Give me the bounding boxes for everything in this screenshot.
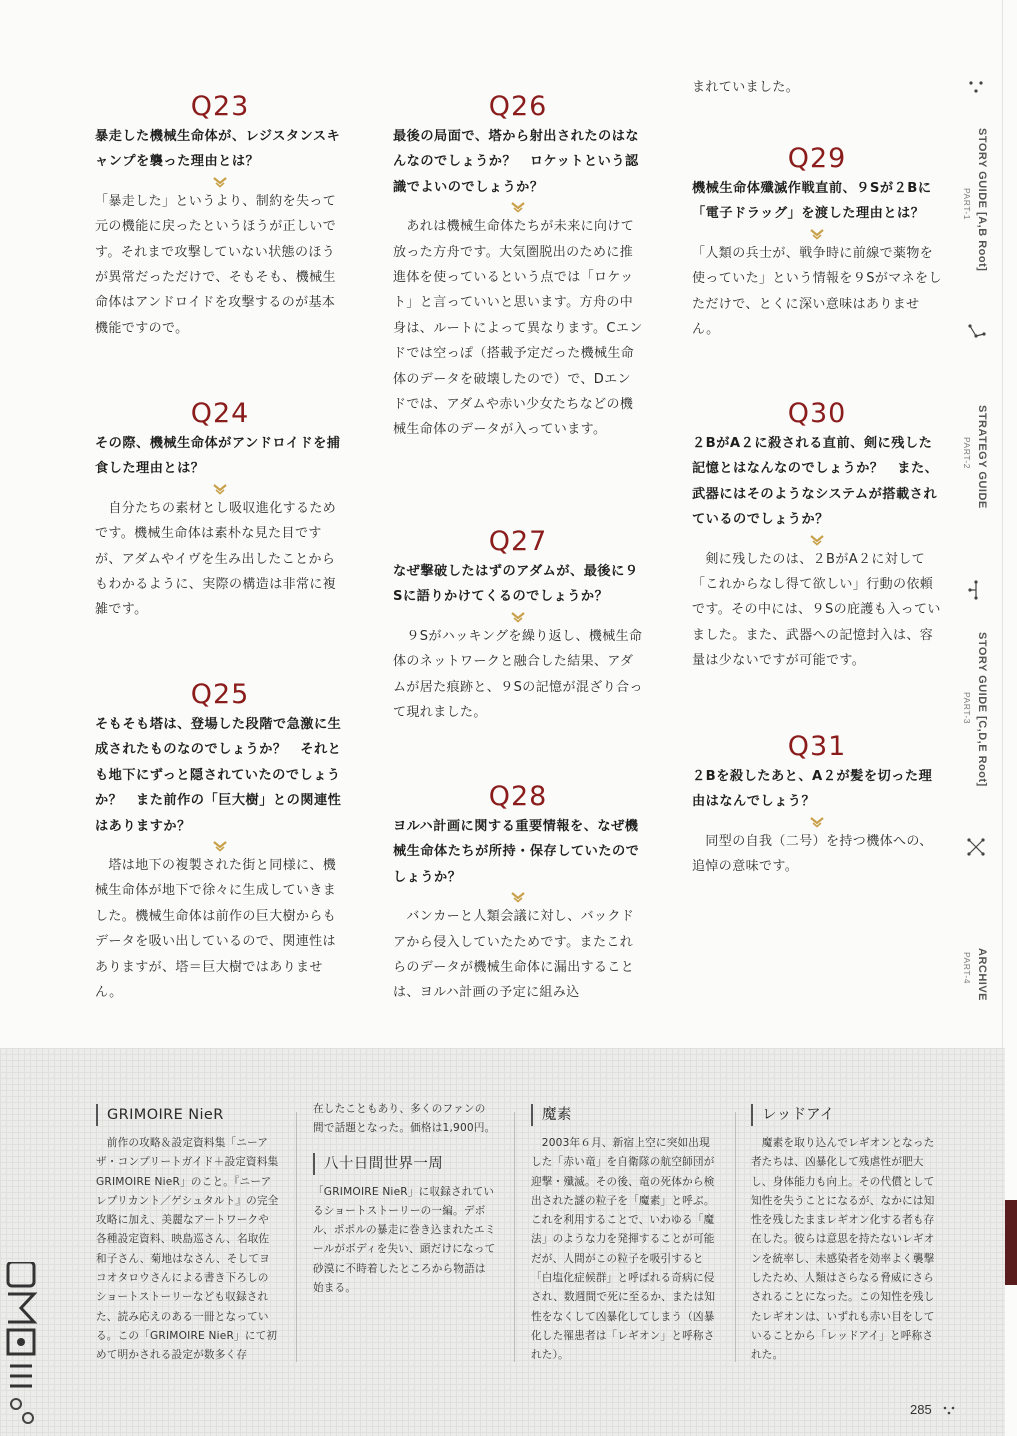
glossary-80-days	[313, 1100, 496, 1298]
tab-part: PART-3	[962, 692, 972, 724]
glossary-divider	[735, 1112, 736, 1362]
chevron-down-icon	[509, 610, 527, 624]
dots-icon	[942, 1404, 956, 1416]
watermark-logo	[2, 1262, 42, 1432]
node-glyph-icon	[964, 320, 988, 344]
page-number: 285	[910, 1402, 932, 1417]
question-number: Q29	[787, 143, 847, 174]
chevron-down-icon	[509, 890, 527, 904]
qa-q29	[692, 142, 942, 342]
tab-part: PART-2	[962, 437, 972, 469]
glossary-body: 前作の攻略＆設定資料集「ニーア ザ・コンプリートガイド＋設定資料集 GRIMOIRE NieR」のこと。『ニーア レプリカント／ゲシュタルト』の完全攻略に加え、美麗なアートワークや各種設定資料、映島巡さん、名取佐和子さん、菊地はなさん、そしてヨコオタロウさんによる書き下ろしのショートストーリーなども収録された、読み応えのある一冊となっている。この「GRIMOIRE NieR」にて初めて明かされる設定が数多く存	[96, 1137, 279, 1362]
tab-label: ARCHIVE	[976, 948, 988, 1002]
glossary-red-eye	[751, 1104, 941, 1366]
node-glyph-icon	[964, 578, 988, 602]
chevron-down-icon	[211, 175, 229, 189]
chevron-down-icon	[808, 533, 826, 547]
glossary-body-continued: 在したこともあり、多くのファンの間で話題となった。価格は1,900円。	[313, 1103, 496, 1135]
tab-label: STORY GUIDE [A,B Root]	[976, 128, 988, 272]
answer-text: ９Sがハッキングを繰り返し、機械生命体のネットワークと融合した結果、アダムが居た痕跡と、９Sの記憶が混ざり合って現れました。	[393, 628, 643, 721]
answer-text: バンカーと人類会議に対し、バックドアから侵入していたためです。またこれらのデータが機械生命体に漏出することは、ヨルハ計画の予定に組み込	[393, 909, 635, 1001]
tab-part: PART-4	[962, 952, 972, 984]
qa-q26	[393, 90, 643, 443]
answer-text: 自分たちの素材とし吸収進化するためです。機械生命体は素朴な見た目ですが、アダムやイヴを生み出したことからもわかるように、実際の構造は非常に複雑です。	[95, 500, 337, 618]
glossary-body: 「GRIMOIRE NieR」に収録されているショートストーリーの一編。デボル、ポポルの暴走に巻き込まれたエミールがボディを失い、頭だけになって砂漠に不時着したところから物語は始まる。	[313, 1185, 496, 1295]
question-text: ２Bを殺したあと、A２が髪を切った理由はなんでしょう？	[692, 769, 933, 810]
answer-text: 塔は地下の複製された街と同様に、機械生命体が地下で徐々に生成していきました。機械生命体は前作の巨大樹からもデータを吸い出しているので、関連性はありますが、塔＝巨大樹ではありません。	[95, 858, 337, 1001]
question-text: なぜ撃破したはずのアダムが、最後に９Sに語りかけてくるのでしょうか？	[393, 564, 639, 605]
qa-q24	[95, 397, 345, 623]
tab-archive[interactable]	[958, 948, 998, 1028]
qa-q23	[95, 90, 345, 341]
question-text: 暴走した機械生命体が、レジスタンスキャンプを襲った理由とは？	[95, 129, 341, 170]
chevron-down-icon	[211, 839, 229, 853]
question-number: Q24	[190, 398, 250, 429]
glossary-divider	[514, 1112, 515, 1362]
glossary-maso	[531, 1104, 717, 1366]
question-text: 機械生命体殲滅作戦直前、９Sが２Bに「電子ドラッグ」を渡した理由とは？	[692, 181, 932, 222]
question-number: Q30	[787, 398, 847, 429]
active-section-tab	[1003, 1200, 1017, 1285]
glossary-title: 八十日間世界一周	[313, 1153, 496, 1175]
glossary-title: GRIMOIRE NieR	[96, 1104, 279, 1126]
chevron-down-icon	[808, 227, 826, 241]
answer-text: 「人類の兵士が、戦争時に前線で薬物を使っていた」という情報を９Sがマネをしただけで、とくに深い意味はありません。	[692, 245, 942, 338]
qa-q31	[692, 730, 942, 880]
answer-text: 「暴走した」というより、制約を失って元の機能に戻ったというほうが正しいです。それまで攻撃していない状態のほうが異常だっただけで、そもそも、機械生命体はアンドロイドを攻撃するのが基本機能ですので。	[95, 193, 337, 336]
question-number: Q23	[190, 91, 250, 122]
question-text: そもそも塔は、登場した段階で急激に生成されたものなのでしょうか？ それとも地下にずっと隠されていたのでしょうか？ また前作の「巨大樹」との関連性はありますか？	[95, 717, 342, 834]
glossary-body: 2003年６月、新宿上空に突如出現した「赤い竜」を自衛隊の航空師団が迎撃・殲滅。その後、竜の死体から検出された謎の粒子を「魔素」と呼ぶ。これを利用することで、いわゆる「魔法」のような力を発揮することが可能だが、人間がこの粒子を吸引すると「白塩化症候群」と呼ばれる奇病に侵され、数週間で死に至るか、または知性をなくして凶暴化してしまう（凶暴化した罹患者は「レギオン」と呼称された）。	[531, 1137, 716, 1362]
tab-label: STORY GUIDE [C,D,E Root]	[976, 632, 988, 787]
tab-part: PART-1	[962, 188, 972, 220]
question-number: Q31	[787, 731, 847, 762]
tab-strategy-guide[interactable]	[958, 405, 998, 515]
glossary-body: 魔素を取り込んでレギオンとなった者たちは、凶暴化して残虐性が肥大し、身体能力も向上。その代償として知性を失うことになるが、なかには知性を残したままレギオン化する者も存在した。彼らは意思を持たないレギオンを統率し、未感染者を効率よく襲撃したため、人類はさらなる脅威にさらされることになった。この知性を残したレギオンは、いずれも赤い目をしていることから「レッドアイ」と呼称された。	[751, 1137, 935, 1362]
answer-text: 同型の自我（二号）を持つ機体への、追悼の意味です。	[692, 833, 933, 875]
chevron-down-icon	[808, 815, 826, 829]
tab-story-guide-cde[interactable]	[958, 632, 998, 832]
qa-q25	[95, 678, 345, 1005]
answer-text: あれは機械生命体たちが未来に向けて放った方舟です。大気圏脱出のために推進体を使っているという点では「ロケット」と言っていいと思います。方舟の中身は、ルートによって異なります。Cエンドでは空っぽ（搭載予定だった機械生命体のデータを破壊したので）で、Dエンドでは、アダムや赤い少女たちなどの機械生命体のデータが入っています。	[393, 219, 643, 438]
chevron-down-icon	[509, 200, 527, 214]
qa-q28	[393, 780, 643, 1006]
glossary-divider	[296, 1112, 297, 1362]
question-number: Q26	[488, 91, 548, 122]
chevron-down-icon	[211, 482, 229, 496]
glossary-title: 魔素	[531, 1104, 717, 1126]
glossary-title: レッドアイ	[751, 1104, 941, 1126]
question-number: Q28	[488, 781, 548, 812]
question-number: Q27	[488, 526, 548, 557]
dots-icon	[964, 75, 988, 99]
question-text: ２BがA２に殺される直前、剣に残した記憶とはなんなのでしょうか？ また、武器にはそのようなシステムが搭載されているのでしょうか？	[692, 436, 939, 528]
glossary-grimoire-nier	[96, 1104, 279, 1366]
answer-text: 剣に残したのは、２BがA２に対して「これからなし得て欲しい」行動の依頼です。その中には、９Sの庇護も入っていました。また、武器への記憶封入は、容量は少ないですが可能です。	[692, 551, 941, 669]
tab-label: STRATEGY GUIDE	[976, 405, 988, 509]
question-text: 最後の局面で、塔から射出されたのはなんなのでしょうか？ ロケットという認識でよいのでしょうか？	[393, 129, 640, 195]
question-number: Q25	[190, 679, 250, 710]
question-text: その際、機械生命体がアンドロイドを捕食した理由とは？	[95, 436, 341, 477]
question-text: ヨルハ計画に関する重要情報を、なぜ機械生命体たちが所持・保存していたのでしょうか？	[393, 819, 640, 885]
qa-q30	[692, 397, 942, 674]
continued-text: まれていました。	[692, 80, 800, 95]
cross-glyph-icon	[964, 835, 988, 859]
qa-q27	[393, 525, 643, 725]
